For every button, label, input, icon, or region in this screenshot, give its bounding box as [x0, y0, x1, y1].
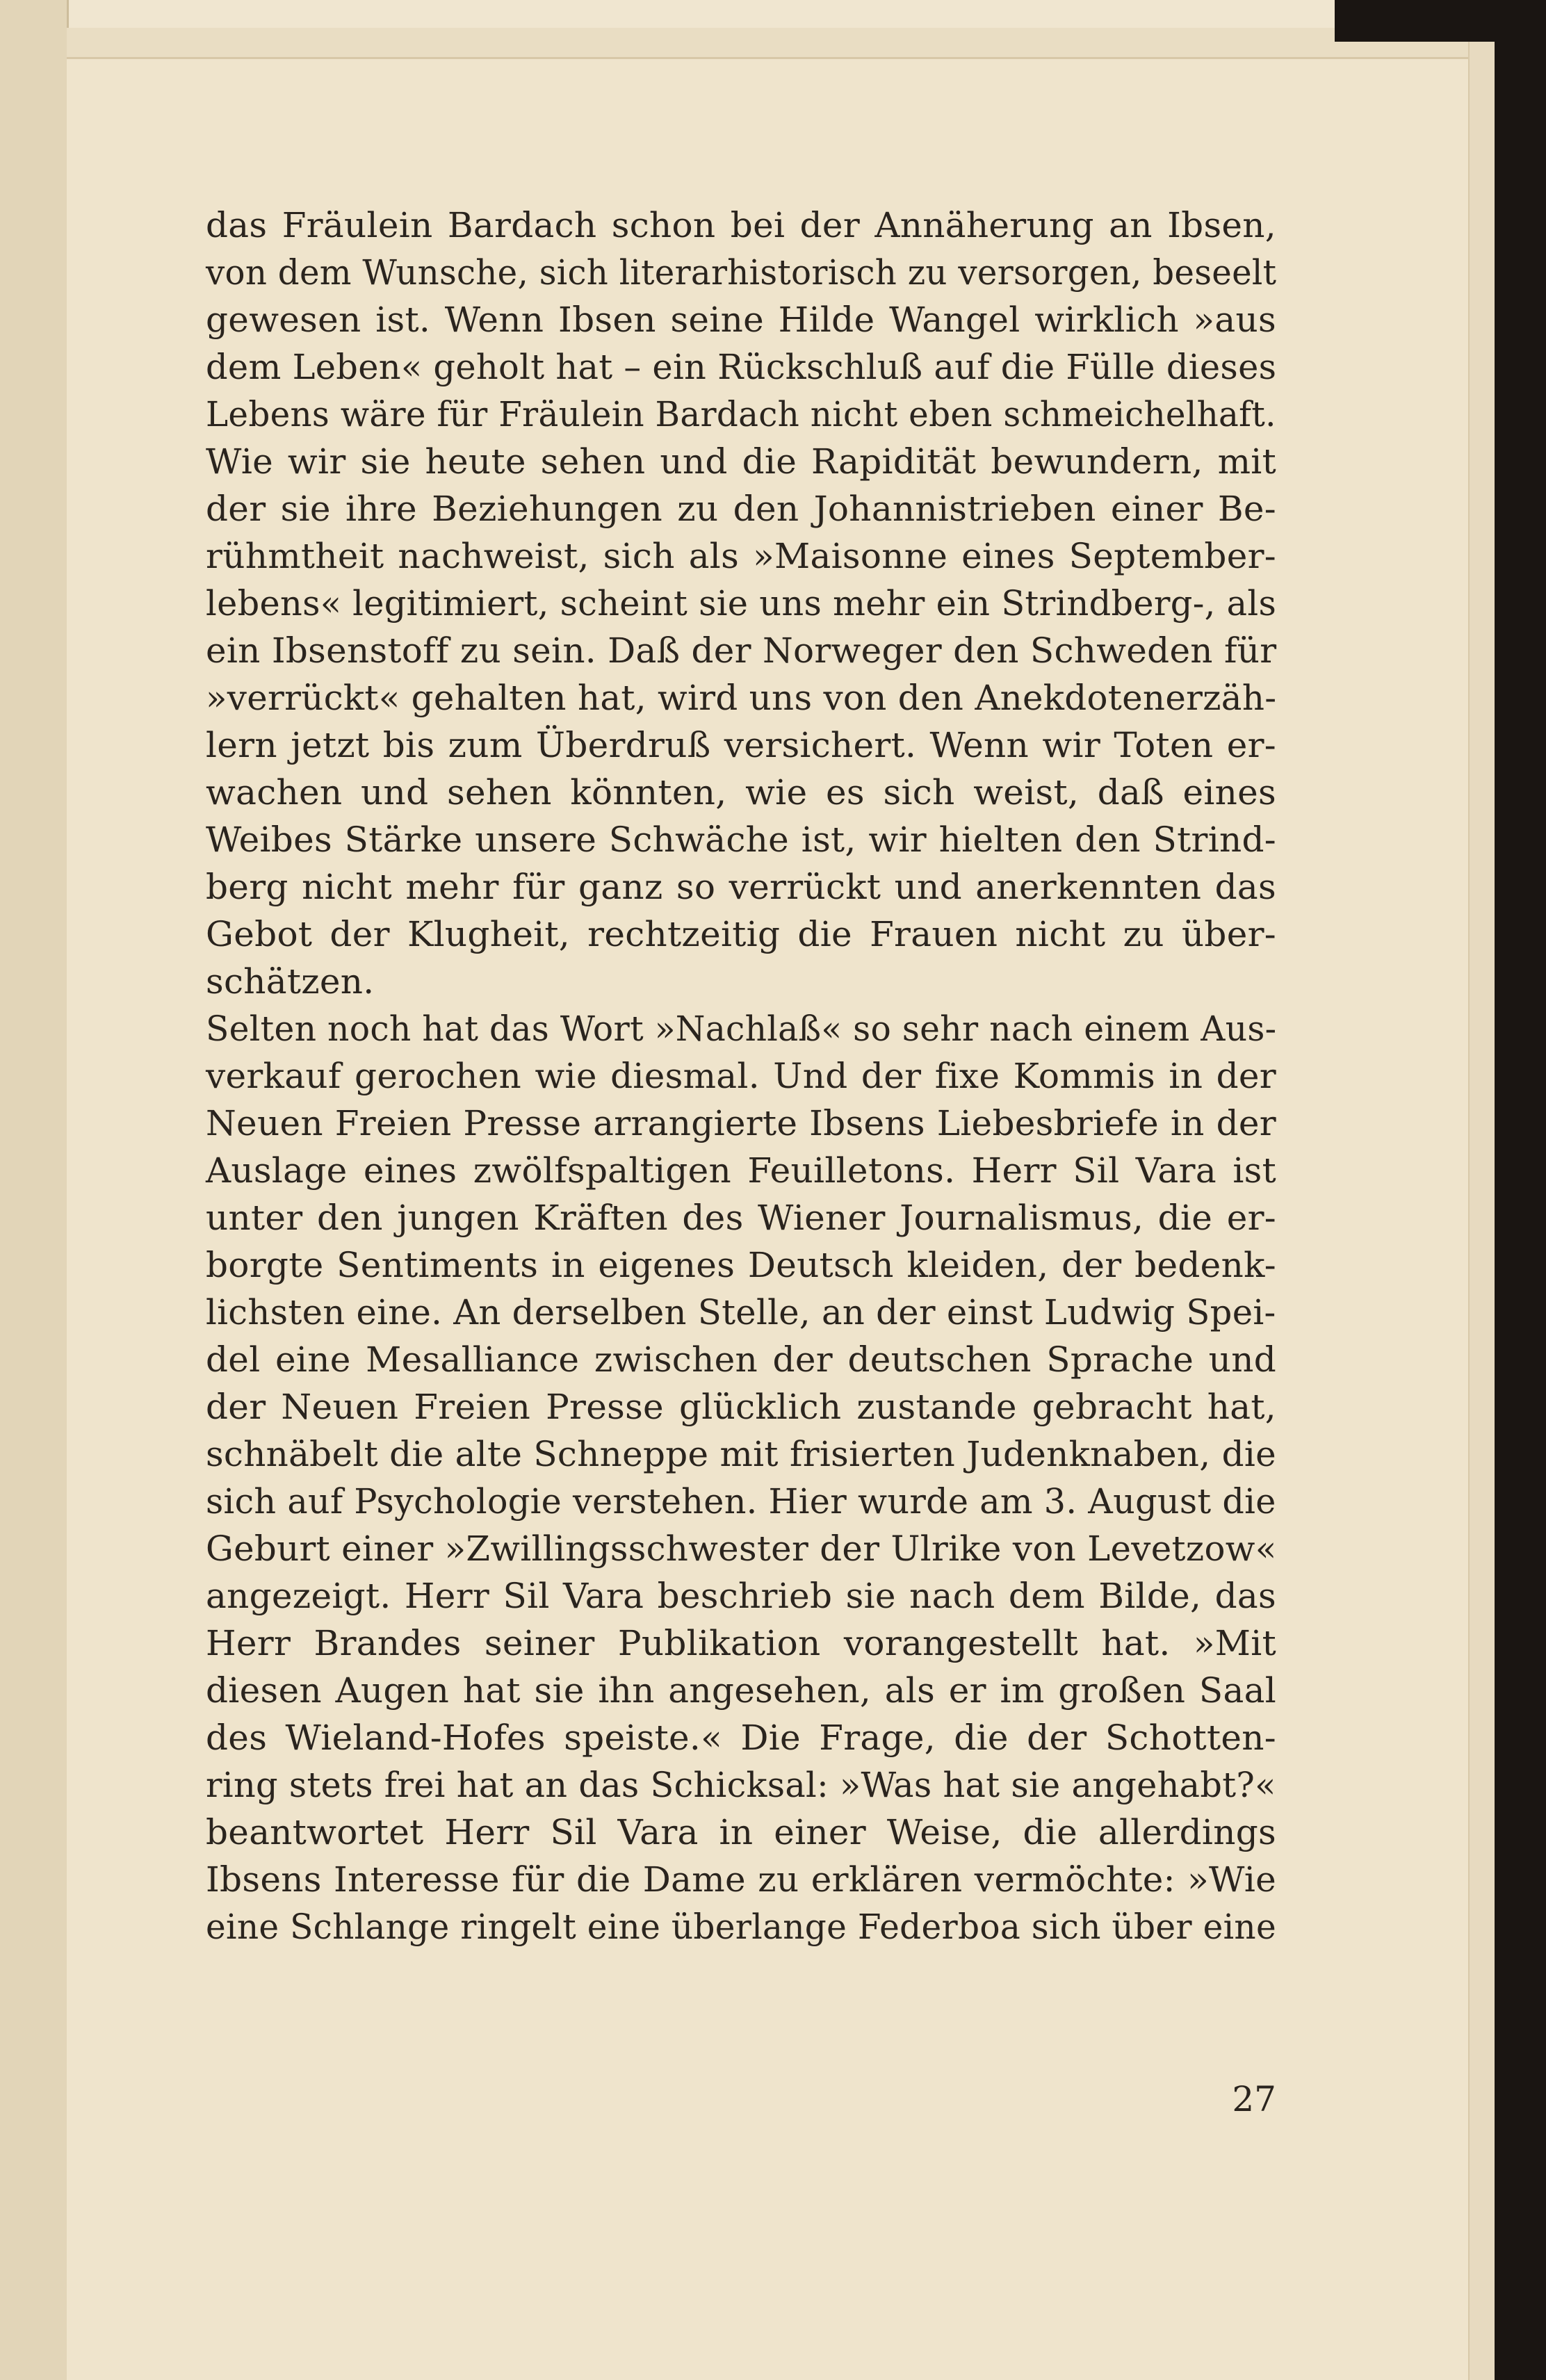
text-line: wachen und sehen könnten, wie es sich weist, daß eines	[206, 772, 1276, 813]
text-line: angezeigt. Herr Sil Vara beschrieb sie nach dem Bilde, das	[206, 1576, 1276, 1616]
scan-backdrop	[1495, 0, 1546, 2380]
text-line: ring stets frei hat an das Schicksal: »Was hat sie angehabt?«	[206, 1765, 1276, 1805]
text-line: des Wieland-Hofes speiste.« Die Frage, die der Schotten-	[206, 1718, 1276, 1758]
text-line: Weibes Stärke unsere Schwäche ist, wir hielten den Strind-	[206, 820, 1276, 860]
text-line: verkauf gerochen wie diesmal. Und der fixe Kommis in der	[206, 1056, 1276, 1096]
text-line: schnäbelt die alte Schneppe mit frisierten Judenknaben, die	[206, 1434, 1276, 1474]
text-line: Wie wir sie heute sehen und die Rapidität bewundern, mit	[206, 441, 1276, 482]
text-line: unter den jungen Kräften des Wiener Journalismus, die er-	[206, 1198, 1276, 1238]
text-line: sich auf Psychologie verstehen. Hier wurde am 3. August die	[206, 1481, 1276, 1522]
text-line: rühmtheit nachweist, sich als »Maisonne eines September-	[206, 536, 1276, 576]
text-line: Gebot der Klugheit, rechtzeitig die Frauen nicht zu über-	[206, 914, 1276, 954]
text-line: lebens« legitimiert, scheint sie uns mehr ein Strindberg-, als	[206, 583, 1277, 623]
text-line: lern jetzt bis zum Überdruß versichert. Wenn wir Toten er-	[206, 725, 1276, 765]
text-line: Lebens wäre für Fräulein Bardach nicht eben schmeichelhaft.	[206, 394, 1276, 434]
text-line: Auslage eines zwölfspaltigen Feuilletons. Herr Sil Vara ist	[206, 1150, 1276, 1191]
page-number: 27	[1232, 2079, 1276, 2119]
text-line: der Neuen Freien Presse glücklich zustande gebracht hat,	[206, 1387, 1276, 1427]
text-line: das Fräulein Bardach schon bei der Annäherung an Ibsen,	[206, 205, 1276, 245]
previous-leaf-edge	[0, 0, 69, 2380]
text-line: Geburt einer »Zwillingsschwester der Ulrike von Levetzow«	[206, 1529, 1277, 1569]
body-text	[206, 202, 1276, 1950]
text-line: »verrückt« gehalten hat, wird uns von den Anekdotenerzäh-	[206, 678, 1277, 718]
text-line: berg nicht mehr für ganz so verrückt und anerkennten das	[206, 867, 1276, 907]
text-line: beantwortet Herr Sil Vara in einer Weise, die allerdings	[206, 1812, 1276, 1852]
text-line: lichsten eine. An derselben Stelle, an der einst Ludwig Spei-	[206, 1292, 1276, 1332]
text-line: ein Ibsenstoff zu sein. Daß der Norweger den Schweden für	[206, 630, 1277, 671]
scan-top-edge	[1335, 0, 1502, 42]
text-line: borgte Sentiments in eigenes Deutsch kleiden, der bedenk-	[206, 1245, 1276, 1285]
page-top-fold	[67, 28, 1499, 59]
text-line: Ibsens Interesse für die Dame zu erklären vermöchte: »Wie	[206, 1859, 1276, 1900]
text-line: del eine Mesalliance zwischen der deutschen Sprache und	[206, 1339, 1276, 1380]
text-line: schätzen.	[206, 961, 375, 1002]
text-line: Herr Brandes seiner Publikation vorangestellt hat. »Mit	[206, 1623, 1276, 1663]
text-line: diesen Augen hat sie ihn angesehen, als er im großen Saal	[206, 1670, 1276, 1711]
text-line: von dem Wunsche, sich literarhistorisch zu versorgen, beseelt	[206, 252, 1277, 293]
text-line: der sie ihre Beziehungen zu den Johannistrieben einer Be-	[206, 489, 1276, 529]
text-line: dem Leben« geholt hat – ein Rückschluß auf die Fülle dieses	[206, 347, 1277, 387]
text-line: gewesen ist. Wenn Ibsen seine Hilde Wangel wirklich »aus	[206, 300, 1276, 340]
text-line: Selten noch hat das Wort »Nachlaß« so sehr nach einem Aus-	[206, 1009, 1277, 1049]
text-line: eine Schlange ringelt eine überlange Federboa sich über eine	[206, 1907, 1276, 1947]
text-line: Neuen Freien Presse arrangierte Ibsens Liebesbriefe in der	[206, 1103, 1276, 1143]
